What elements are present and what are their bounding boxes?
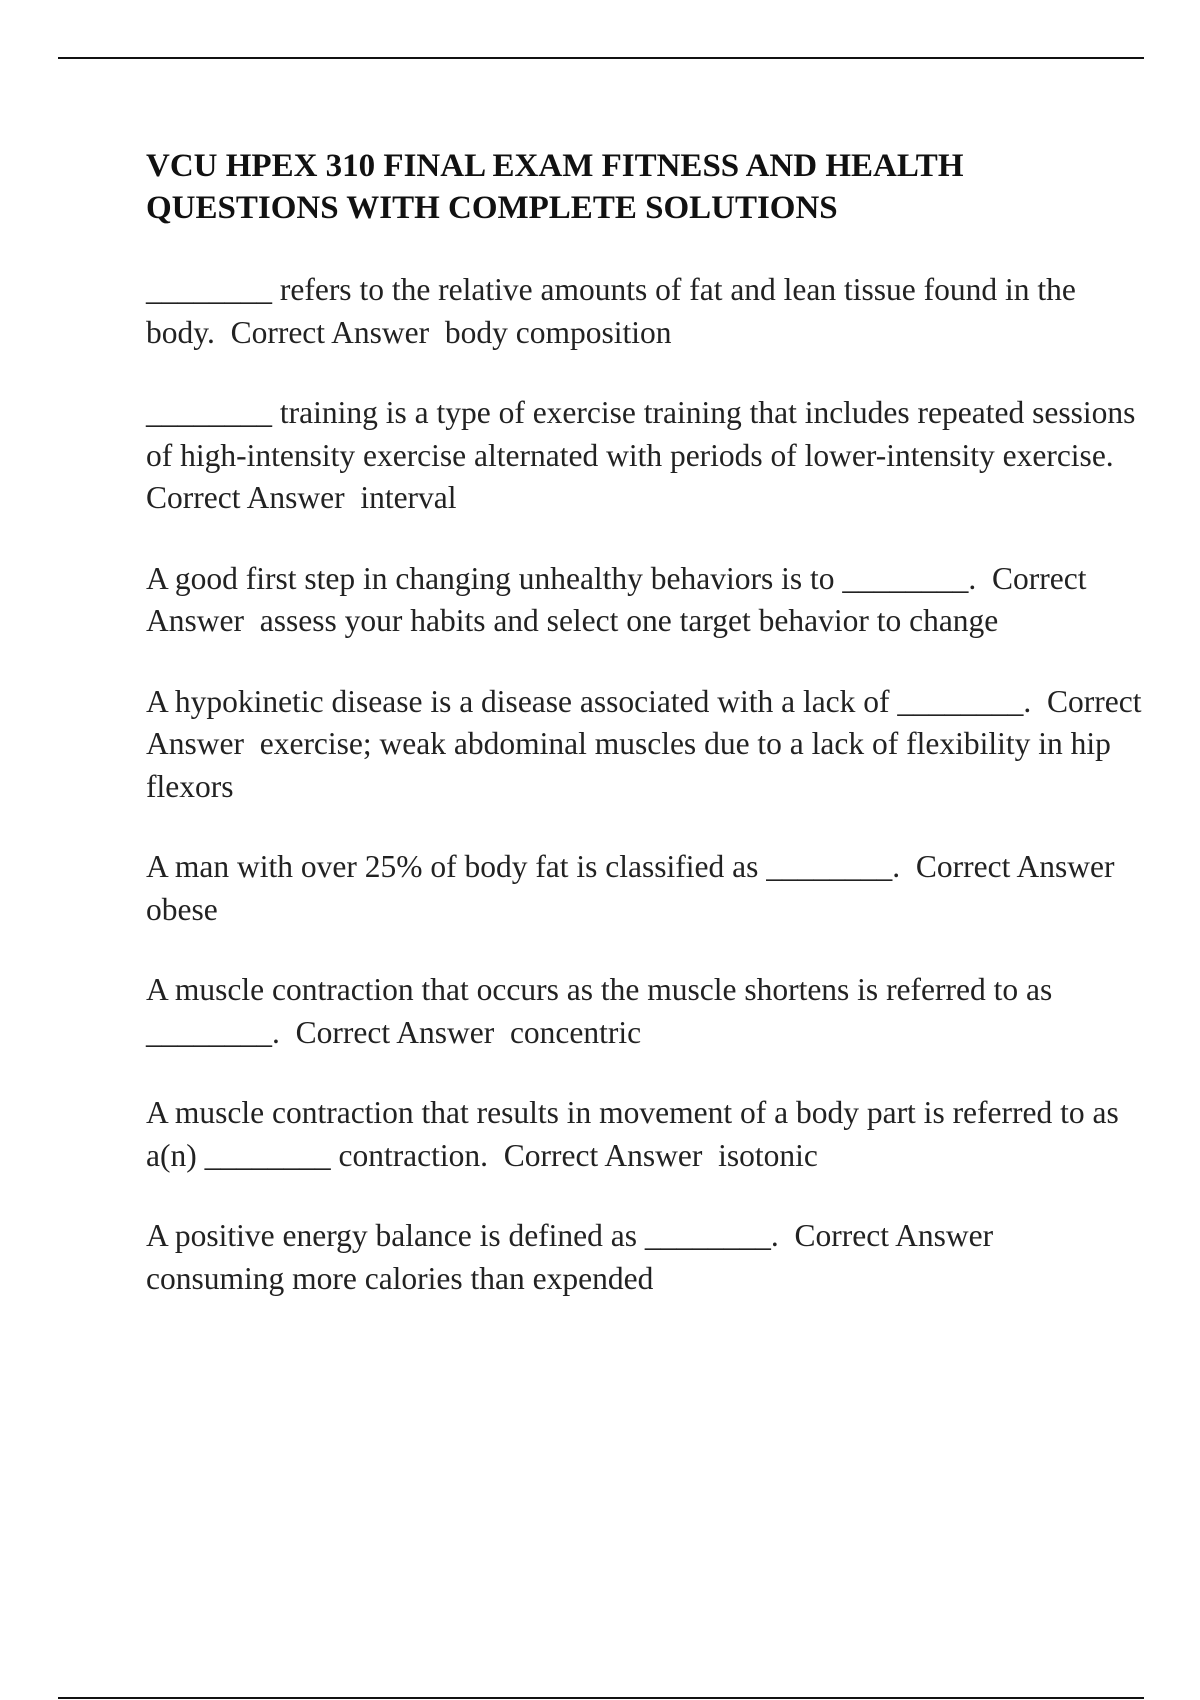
question-item-8: A positive energy balance is defined as ________. Correct Answer consuming more calories than expended — [146, 1218, 1009, 1296]
question-item-7: A muscle contraction that results in movement of a body part is referred to as a(n) ________ contraction. Correct Answer isotonic — [146, 1095, 1127, 1173]
question-item-4: A hypokinetic disease is a disease associated with a lack of ________. Correct Answer exercise; weak abdominal muscles due to a lack of flexibility in hip flexors — [146, 683, 1148, 804]
question-item-6: A muscle contraction that occurs as the muscle shortens is referred to as ________. Correct Answer concentric — [146, 972, 1061, 1050]
question-item-5: A man with over 25% of body fat is classified as ________. Correct Answer obese — [146, 849, 1131, 927]
question-item-1: ________ refers to the relative amounts of fat and lean tissue found in the body. Correct Answer body composition — [146, 272, 1084, 350]
document-title: VCU HPEX 310 FINAL EXAM FITNESS AND HEALTH QUESTIONS WITH COMPLETE SOLUTIONS — [146, 148, 964, 226]
top-rule — [58, 57, 1144, 59]
bottom-rule — [58, 1697, 1144, 1699]
question-item-2: ________ training is a type of exercise training that includes repeated sessions of high-intensity exercise alternated with periods of lower-intensity exercise. Correct Answer interval — [146, 395, 1144, 515]
document-body — [146, 145, 1146, 1300]
question-item-3: A good first step in changing unhealthy behaviors is to ________. Correct Answer assess your habits and select one target behavior to change — [146, 560, 1093, 638]
